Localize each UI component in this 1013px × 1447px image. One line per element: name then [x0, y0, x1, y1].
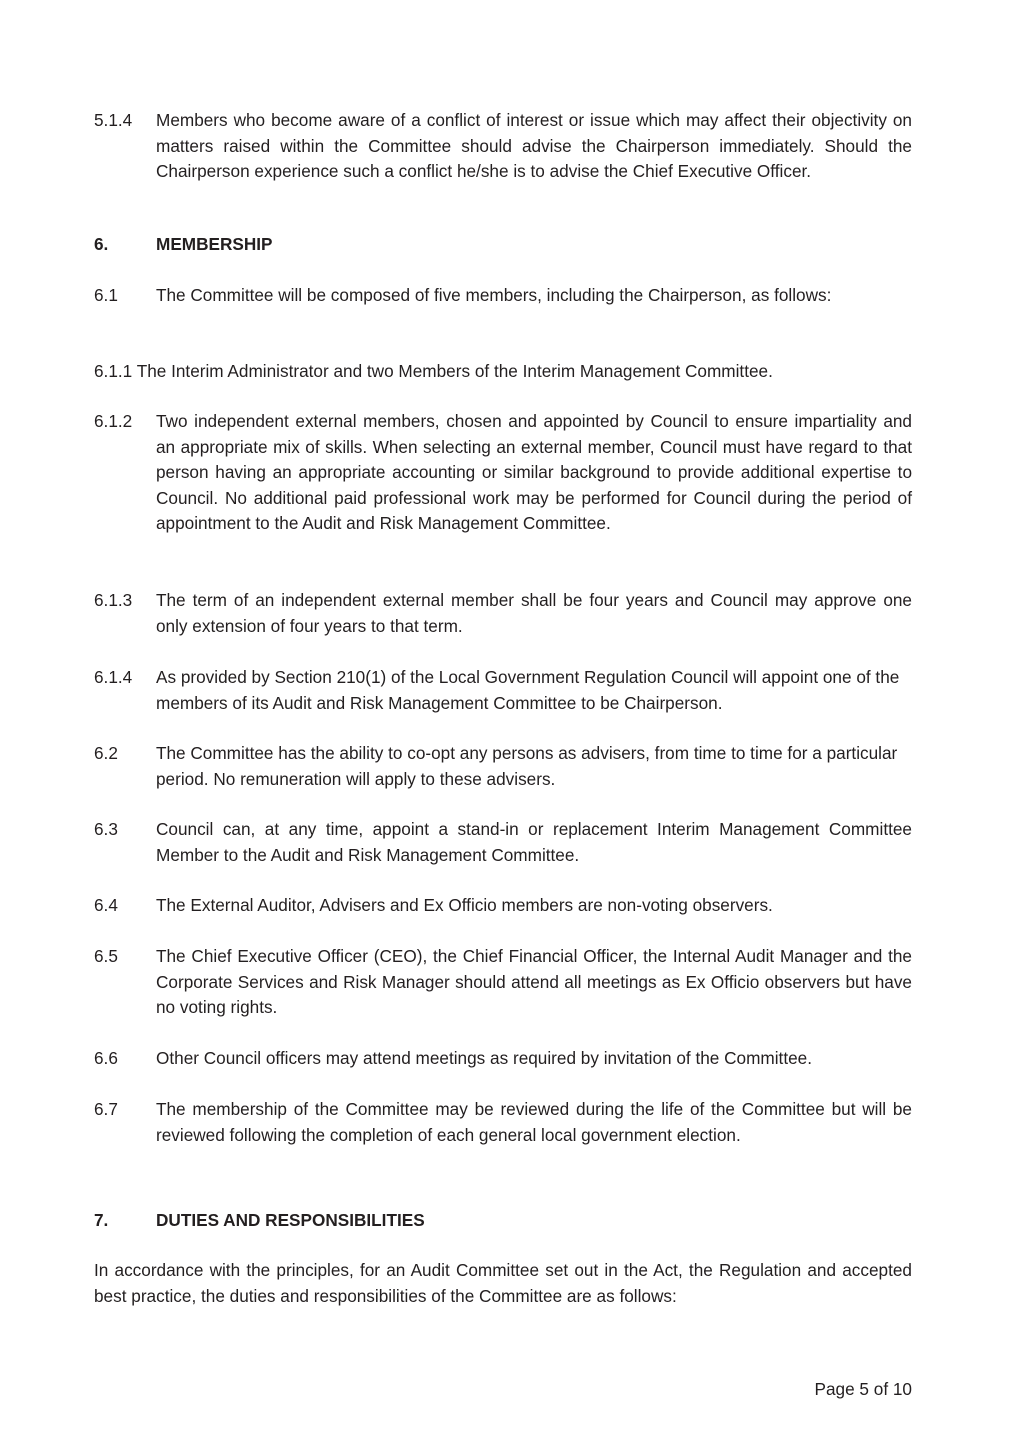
- clause-text: Council can, at any time, appoint a stand-in or replacement Interim Management Committee Member to the Audit and Risk Management Committee.: [156, 819, 912, 865]
- clause-number: 6.1.4: [94, 667, 133, 687]
- clause-6-1-3: [94, 588, 912, 639]
- clause-number: 6.1: [94, 285, 118, 305]
- clause-6-7: [94, 1097, 912, 1148]
- clause-6-3: [94, 817, 912, 868]
- clause-number: 6.3: [94, 819, 118, 839]
- section-title: MEMBERSHIP: [156, 234, 273, 254]
- clause-number: 6.1.2: [94, 411, 133, 431]
- clause-text: The membership of the Committee may be reviewed during the life of the Committee but will be reviewed following the completion of each general local government election.: [156, 1099, 912, 1145]
- page-number: Page 5 of 10: [814, 1379, 912, 1399]
- clause-text: Other Council officers may attend meetings as required by invitation of the Committee.: [156, 1048, 812, 1068]
- clause-number: 5.1.4: [94, 110, 133, 130]
- clause-number: 6.5: [94, 946, 118, 966]
- clause-number: 6.4: [94, 895, 118, 915]
- clause-6-1-2: [94, 409, 912, 537]
- clause-6-1-1: [94, 359, 912, 385]
- clause-6-6: [94, 1046, 912, 1072]
- section-number: 7.: [94, 1210, 109, 1230]
- clause-number: 6.6: [94, 1048, 118, 1068]
- clause-number: 6.1.3: [94, 590, 133, 610]
- section-number: 6.: [94, 234, 109, 254]
- clause-6-4: [94, 893, 912, 919]
- clause-text: The External Auditor, Advisers and Ex Officio members are non-voting observers.: [156, 895, 773, 915]
- intro-paragraph: In accordance with the principles, for an Audit Committee set out in the Act, the Regulation and accepted best practice, the duties and responsibilities of the Committee are as follows:: [94, 1260, 912, 1306]
- clause-number: 6.2: [94, 743, 118, 763]
- clause-text: 6.1.1 The Interim Administrator and two Members of the Interim Management Committee.: [94, 361, 773, 381]
- clause-5-1-4: [94, 108, 912, 185]
- clause-text: The Committee has the ability to co-opt any persons as advisers, from time to time for a particular period. No remuneration will apply to these advisers.: [156, 743, 898, 789]
- clause-6-5: [94, 944, 912, 1021]
- clause-text: The Chief Executive Officer (CEO), the Chief Financial Officer, the Internal Audit Manager and the Corporate Services and Risk Manager should attend all meetings as Ex Officio observers but have no voting rights.: [156, 946, 912, 1018]
- clause-text: Members who become aware of a conflict of interest or issue which may affect their objectivity on matters raised within the Committee should advise the Chairperson immediately. Should the Chairperson experience such a conflict he/she is to advise the Chief Executive Officer.: [156, 110, 912, 182]
- clause-text: The term of an independent external member shall be four years and Council may approve one only extension of four years to that term.: [156, 590, 912, 636]
- clause-6-1: [94, 283, 912, 309]
- clause-text: The Committee will be composed of five members, including the Chairperson, as follows:: [156, 285, 832, 305]
- clause-text: Two independent external members, chosen and appointed by Council to ensure impartiality and an appropriate mix of skills. When selecting an external member, Council must have regard to that person having an appropriate accounting or similar background to provide additional expertise to Council. No additional paid professional work may be performed for Council during the period of appointment to the Audit and Risk Management Committee.: [156, 411, 912, 534]
- clause-text: As provided by Section 210(1) of the Local Government Regulation Council will appoint one of the members of its Audit and Risk Management Committee to be Chairperson.: [156, 667, 900, 713]
- clause-6-1-4: [94, 665, 912, 716]
- clause-6-2: [94, 741, 912, 792]
- clause-number: 6.7: [94, 1099, 118, 1119]
- section-title: DUTIES AND RESPONSIBILITIES: [156, 1210, 425, 1230]
